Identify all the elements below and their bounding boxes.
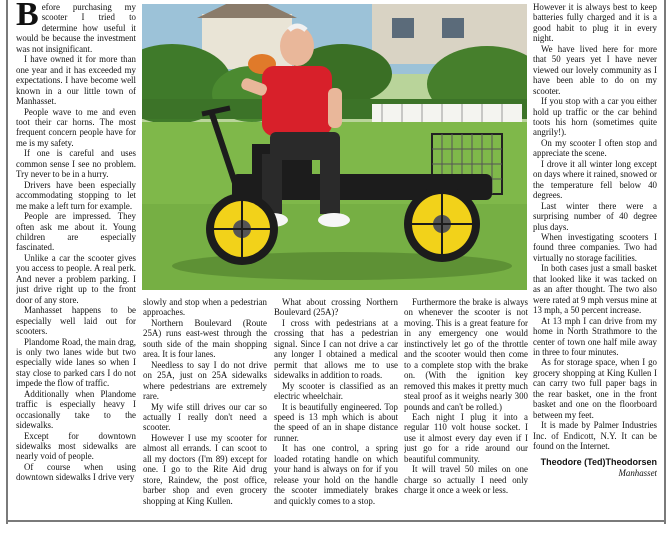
paragraph: slowly and stop when a pedestrian approaches. <box>143 297 267 318</box>
author-location: Manhasset <box>618 467 657 478</box>
paragraph: If one is careful and uses common sense I see no problem. Try never to be in a hurry. <box>16 148 136 180</box>
dropcap-letter: B <box>16 2 39 33</box>
paragraph: Plandome Road, the main drag, is only two lanes wide but two especially wide lanes so when I stay close to parked cars I do not impede the flow of traffic. <box>16 336 136 389</box>
paragraph: On my scooter I often stop and appreciate the scene. <box>533 137 657 159</box>
paragraph: Furthermore the brake is always on whenever the scooter is not moving. This is a great feature for in any emergency one would instinctively let go of the throttle and the scooter would then come to a complete stop with the brake on. (With the ignition key removed this makes it pretty much steal proof as it weighs nearly 300 pounds and can't be rolled.) <box>404 297 528 412</box>
paragraph: If you stop with a car you either hold up traffic or the car behind toots his horn (sometimes quite angrily!). <box>533 96 657 138</box>
paragraph: I drove it all winter long except on days where it rained, snowed or the temperature fell below 40 degrees. <box>533 158 657 201</box>
scooter-photo-illustration <box>142 4 527 290</box>
author-name: Theodore (Ted)Theodorsen <box>540 457 657 468</box>
paragraph: Except for downtown sidewalks most sidewalks are nearly void of people. <box>16 430 136 462</box>
right-rule <box>664 0 666 524</box>
paragraph: Last winter there were a surprising number of 40 degree plus days. <box>533 200 657 232</box>
left-rule <box>6 0 8 524</box>
paragraph: It is beautifully engineered. Top speed is 13 mph which is about the speed of an in shape distance runner. <box>274 401 398 443</box>
paragraph: Unlike a car the scooter gives you access to people. A real perk. And never a problem parking. I just drive right up to the front door of any store. <box>16 252 136 305</box>
paragraph: Each night I plug it into a regular 110 volt house socket. I use it almost every day even if I just go for a ride around our beautiful community. <box>404 411 528 464</box>
article-column-1 <box>16 2 136 517</box>
paragraph: Needless to say I do not drive on 25A, just on 25A sidewalks where pedestrians are extremely rare. <box>143 359 267 402</box>
paragraph: I have owned it for more than one year and it has exceeded my expectations. I have become well known in a our little town of Manhasset. <box>16 54 136 107</box>
paragraph: What about crossing Northern Boulevard (25A)? <box>274 297 398 318</box>
article-column-4 <box>404 297 528 517</box>
paragraph: It has one control, a spring loaded rotating handle on which your hand is always on for if you release your hold on the handle the scooter immediately brakes and quickly comes to a stop. <box>274 443 398 506</box>
paragraph: People wave to me and even toot their car horns. The most frequent concern people have for me is my safety. <box>16 106 136 148</box>
article-column-5 <box>533 2 657 517</box>
paragraph: People are impressed. They often ask me about it. Young children are especially fascinated. <box>16 211 136 253</box>
article-column-2 <box>143 297 267 517</box>
paragraph: However I use my scooter for almost all errands. I can scoot to all my doctors (I'm 89) except for one. I go to the Rite Aid drug store, Raindew, the post office, barber shop and even grocery shopping at King Kullen. <box>143 432 267 506</box>
paragraph: My wife still drives our car so actually I really don't need a scooter. <box>143 401 267 433</box>
paragraph: When investigating scooters I found three companies. Two had virtually no storage facilities. <box>533 231 657 263</box>
paragraph: I cross with pedestrians at a crossing that has a pedestrian signal. Since I can not drive a car any longer I obtained a medical permit that allows me to use sidewalks in addition to roads. <box>274 317 398 381</box>
article-column-3 <box>274 297 398 517</box>
paragraph: In both cases just a small basket that looked like it was tacked on as an after thought. The two also were rated at 9 mph versus mine at 13 mph, a 50 percent increase. <box>533 263 657 316</box>
paragraph: At 13 mph I can drive from my home in North Strathmore to the center of town one half mile away in three to four minutes. <box>533 315 657 357</box>
bottom-rule <box>6 520 666 522</box>
paragraph: It will travel 50 miles on one charge so actually I need only charge it once a week or less. <box>404 464 528 496</box>
paragraph: My scooter is classified as an electric wheelchair. <box>274 380 398 402</box>
paragraph: Of course when using downtown sidewalks I drive very <box>16 461 136 483</box>
paragraph: It is made by Palmer Industries Inc. of Endicott, N.Y. It can be found on the Internet. <box>533 420 657 452</box>
paragraph: As for storage space, when I go grocery shopping at King Kullen I can carry two full paper bags in the rear basket, one in the front basket and one on the floorboard between my feet. <box>533 357 657 420</box>
paragraph: We have lived here for more that 50 years yet I have never viewed our lovely community as I have been able to do on my scooter. <box>533 43 657 96</box>
paragraph: Before purchasing my scooter I tried to determine how useful it would be because the investment was not insignificant. <box>16 2 136 54</box>
paragraph: Manhasset happens to be especially well laid out for scooters. <box>16 305 136 337</box>
paragraph: However it is always best to keep batteries fully charged and it is a good habit to plug it in every night. <box>533 2 657 44</box>
article-photo <box>142 4 527 290</box>
paragraph: Additionally when Plandome traffic is especially heavy I occasionally take to the sidewalks. <box>16 388 136 431</box>
paragraph: Drivers have been especially accommodating stopping to let me make a left turn for example. <box>16 179 136 211</box>
paragraph: Northern Boulevard (Route 25A) runs east-west through the south side of the main shopping area. It is four lanes. <box>143 317 267 360</box>
